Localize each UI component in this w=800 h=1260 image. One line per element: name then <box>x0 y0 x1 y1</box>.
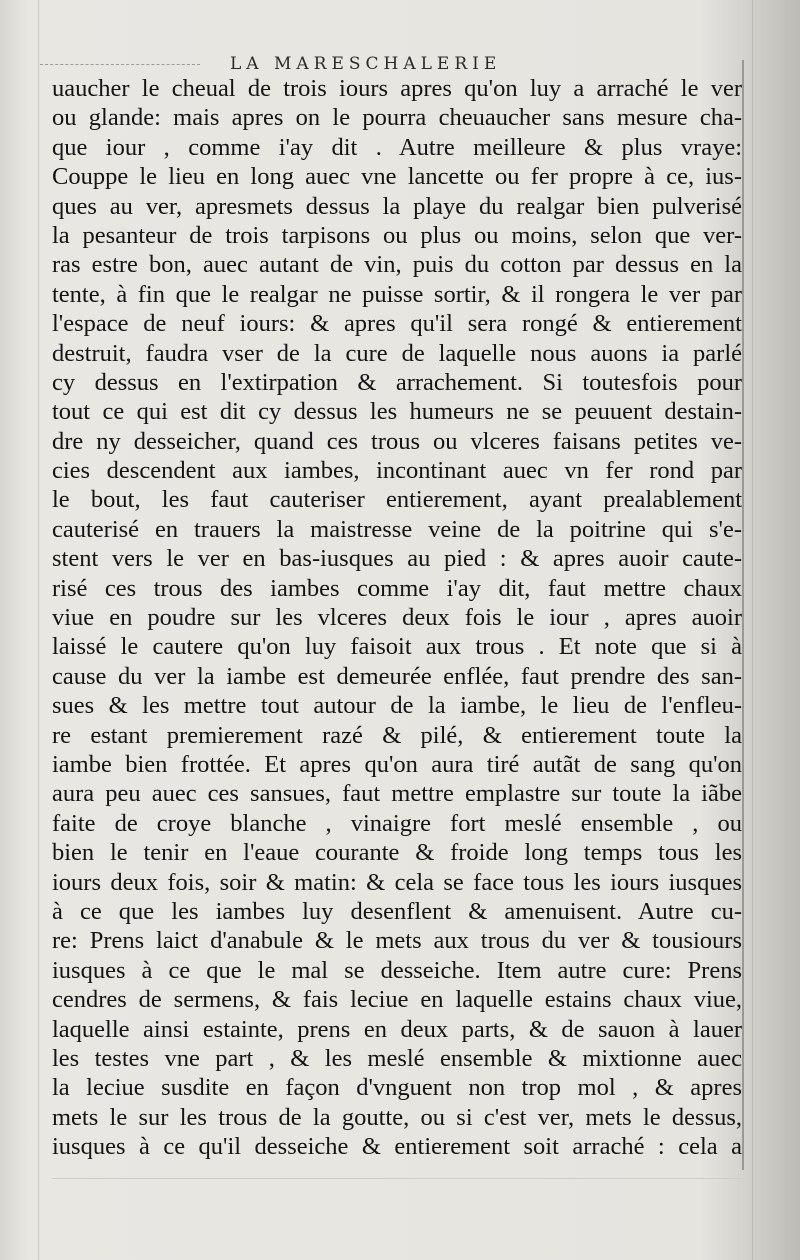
text-line: tout ce qui est dit cy dessus les humeurs ne se peuuent destain- <box>52 398 742 426</box>
text-line: la pesanteur de trois tarpisons ou plus ou moins, selon que ver- <box>52 221 742 249</box>
text-line: risé ces trous des iambes comme i'ay dit, faut mettre chaux <box>52 574 742 602</box>
text-line: cauterisé en trauers la maistresse veine de la poitrine qui s'e- <box>52 515 742 543</box>
text-line: ou glande: mais apres on le pourra cheuaucher sans mesure cha- <box>52 104 742 132</box>
text-line: à ce que les iambes luy desenflent & amenuisent. Autre cu- <box>52 897 742 925</box>
text-line: cause du ver la iambe est demeurée enflée, faut prendre des san- <box>52 662 742 690</box>
text-line: viue en poudre sur les vlceres deux fois le iour , apres auoir <box>52 604 742 632</box>
text-line: dre ny desseicher, quand ces trous ou vlceres faisans petites ve- <box>52 427 742 455</box>
text-line: ras estre bon, auec autant de vin, puis du cotton par dessus en la <box>52 251 742 279</box>
text-line: que iour , comme i'ay dit . Autre meilleure & plus vraye: <box>52 133 742 161</box>
text-line: uaucher le cheual de trois iours apres qu'on luy a arraché le ver <box>52 75 742 102</box>
text-line: la leciue susdite en façon d'vnguent non trop mol , & apres <box>52 1074 742 1102</box>
text-line: laissé le cautere qu'on luy faisoit aux trous . Et note que si à <box>52 633 742 661</box>
body-text <box>52 74 742 1161</box>
text-line: cy dessus en l'extirpation & arrachement. Si toutesfois pour <box>52 368 742 396</box>
text-line: bien le tenir en l'eaue courante & froide long temps tous les <box>52 839 742 867</box>
page-outer-edge <box>752 0 753 1260</box>
text-line: les testes vne part , & les meslé ensemble & mixtionne auec <box>52 1044 742 1072</box>
text-line: iusques à ce qu'il desseiche & entierement soit arraché : cela a <box>52 1133 742 1161</box>
running-head: LA MARESCHALERIE <box>230 54 502 74</box>
text-line: Couppe le lieu en long auec vne lancette ou fer propre à ce, ius- <box>52 163 742 191</box>
text-line: ques au ver, apresmets dessus la playe du realgar bien pulverisé <box>52 192 742 220</box>
header-dashed-rule <box>40 64 200 66</box>
text-line: aura peu auec ces sansues, faut mettre emplastre sur toute la iãbe <box>52 780 742 808</box>
text-line: iusques à ce que le mal se desseiche. Item autre cure: Prens <box>52 956 742 984</box>
text-line: cendres de sermens, & fais leciue en laquelle estains chaux viue, <box>52 986 742 1014</box>
left-margin-rule <box>38 0 39 1260</box>
text-line: sues & les mettre tout autour de la iambe, le lieu de l'enfleu- <box>52 692 742 720</box>
text-line: le bout, les faut cauteriser entierement, ayant prealablement <box>52 486 742 514</box>
text-line: re estant premierement razé & pilé, & entierement toute la <box>52 721 742 749</box>
text-line: re: Prens laict d'anabule & le mets aux trous du ver & tousiours <box>52 927 742 955</box>
text-line: laquelle ainsi estainte, prens en deux parts, & de sauon à lauer <box>52 1015 742 1043</box>
text-line: faite de croye blanche , vinaigre fort meslé ensemble , ou <box>52 809 742 837</box>
page-gutter-edge <box>742 60 744 1170</box>
footer-rule <box>52 1178 742 1179</box>
text-line: stent vers le ver en bas-iusques au pied : & apres auoir caute- <box>52 545 742 573</box>
text-line: tente, à fin que le realgar ne puisse sortir, & il rongera le ver par <box>52 280 742 308</box>
text-line: iambe bien frottée. Et apres qu'on aura tiré autãt de sang qu'on <box>52 750 742 778</box>
text-line: cies descendent aux iambes, incontinant auec vn fer rond par <box>52 457 742 485</box>
text-line: destruit, faudra vser de la cure de laquelle nous auons ia parlé <box>52 339 742 367</box>
text-line: mets le sur les trous de la goutte, ou si c'est ver, mets le dessus, <box>52 1103 742 1131</box>
text-line: l'espace de neuf iours: & apres qu'il sera rongé & entierement <box>52 310 742 338</box>
text-line: iours deux fois, soir & matin: & cela se face tous les iours iusques <box>52 868 742 896</box>
